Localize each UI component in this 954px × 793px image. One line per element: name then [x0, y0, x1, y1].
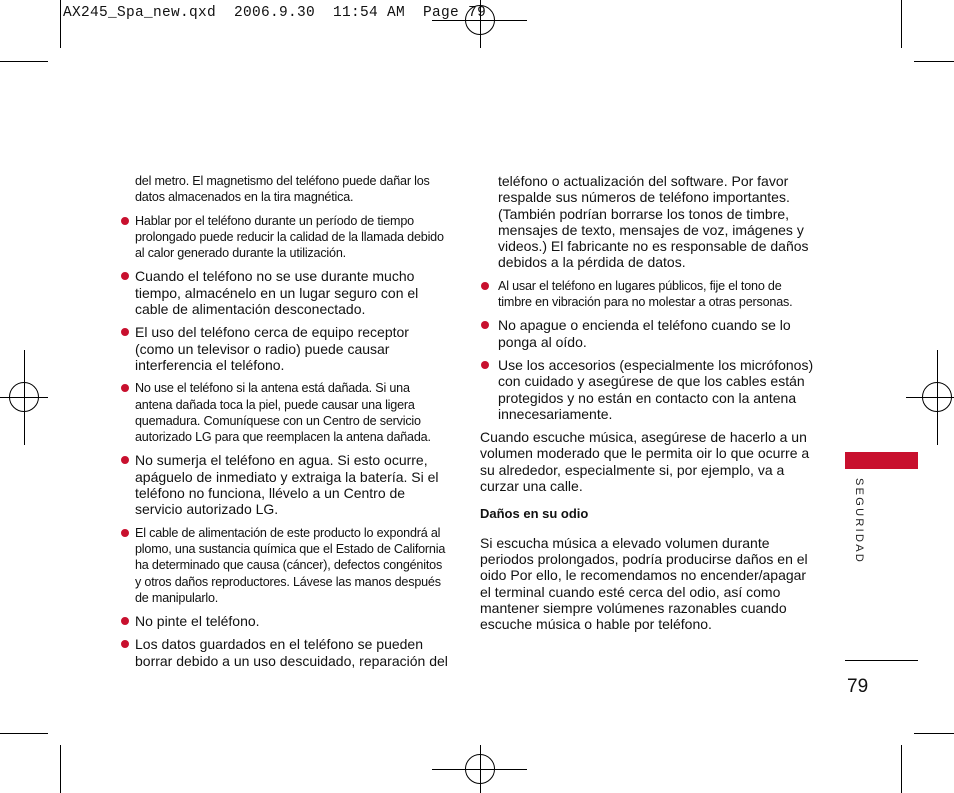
section-color-tab	[845, 452, 918, 469]
list-item: No apague o encienda el teléfono cuando se lo ponga al oído.	[480, 317, 815, 350]
registration-line-bottom-v	[480, 745, 481, 793]
hearing-damage-paragraph: Si escucha música a elevado volumen durante periodos prolongados, podría producirse daños en el oido Por ello, le recomendamos no encender/apagar el terminal cuando esté cerca del odio, así como mantener siempre volúmenes razonables cuando escuche música o hable por teléfono.	[480, 534, 808, 633]
registration-line-right-h	[906, 397, 954, 398]
right-bullet-list	[480, 278, 815, 422]
crop-mark-top-right	[914, 61, 954, 62]
page-number-rule	[845, 660, 918, 661]
list-item: No pinte el teléfono.	[120, 613, 450, 629]
list-item: Los datos guardados en el teléfono se pueden borrar debido a un uso descuidado, reparación del	[120, 636, 450, 669]
crop-mark-top-left	[0, 61, 48, 62]
registration-line-right-v	[937, 350, 938, 445]
left-bullet-list	[120, 213, 450, 669]
subheading-hearing-damage: Daños en su odio	[480, 506, 589, 522]
list-item: Cuando el teléfono no se use durante mucho tiempo, almacénelo en un lugar seguro con el cable de alimentación desconectado.	[120, 268, 450, 317]
music-volume-paragraph: Cuando escuche música, asegúrese de hacerlo a un volumen moderado que le permita oir lo que ocurre a su alrededor, especialmente si, por ejemplo, va a curzar una calle.	[480, 429, 810, 495]
crop-mark-top-right-vertical	[901, 0, 902, 48]
intro-paragraph: del metro. El magnetismo del teléfono puede dañar los datos almacenados en la tira magnética.	[135, 174, 430, 205]
list-item: Use los accesorios (especialmente los micrófonos) con cuidado y asegúrese de que los cables están protegidos y no están en contacto con la antena innecesariamente.	[480, 357, 815, 422]
left-column	[120, 173, 450, 669]
list-item: No sumerja el teléfono en agua. Si esto ocurre, apáguelo de inmediato y extraiga la batería. Si el teléfono no funciona, llévelo a un Centro de servicio autorizado LG.	[120, 452, 450, 517]
list-item: Hablar por el teléfono durante un período de tiempo prolongado puede reducir la calidad de la llamada debido al calor generado durante la utilización.	[120, 213, 450, 262]
crop-mark-bottom-left-vertical	[60, 745, 61, 793]
registration-line-top-v	[480, 0, 481, 48]
registration-line-left-v	[24, 350, 25, 445]
list-item: El cable de alimentación de este producto lo expondrá al plomo, una sustancia química que el Estado de California ha determinado que causa (cáncer), defectos congénitos y otros daños reproductores. Lávese las manos después de manipularlo.	[120, 525, 450, 606]
crop-mark-bottom-left	[0, 733, 48, 734]
crop-mark-top-left-vertical	[60, 0, 61, 48]
continuation-paragraph: teléfono o actualización del software. Por favor respalde sus números de teléfono importantes. (También podrían borrarse los tonos de timbre, mensajes de texto, mensajes de voz, imágenes y videos.) El fabricante no es responsable de daños debidos a la pérdida de datos.	[498, 173, 809, 271]
list-item: Al usar el teléfono en lugares públicos, fije el tono de timbre en vibración para no molestar a otras personas.	[480, 278, 815, 311]
page-number: 79	[847, 676, 869, 697]
crop-mark-bottom-right	[914, 733, 954, 734]
crop-mark-bottom-right-vertical	[901, 745, 902, 793]
list-item: No use el teléfono si la antena está dañada. Si una antena dañada toca la piel, puede causar una ligera quemadura. Comuníquese con un Centro de servicio autorizado LG para que reemplacen la antena dañada.	[120, 380, 450, 445]
list-item: El uso del teléfono cerca de equipo receptor (como un televisor o radio) puede causar interferencia el teléfono.	[120, 324, 450, 373]
section-label: SEGURIDAD	[853, 478, 865, 565]
right-column	[480, 173, 815, 632]
file-slug-header: AX245_Spa_new.qxd 2006.9.30 11:54 AM Page 79	[63, 5, 487, 21]
